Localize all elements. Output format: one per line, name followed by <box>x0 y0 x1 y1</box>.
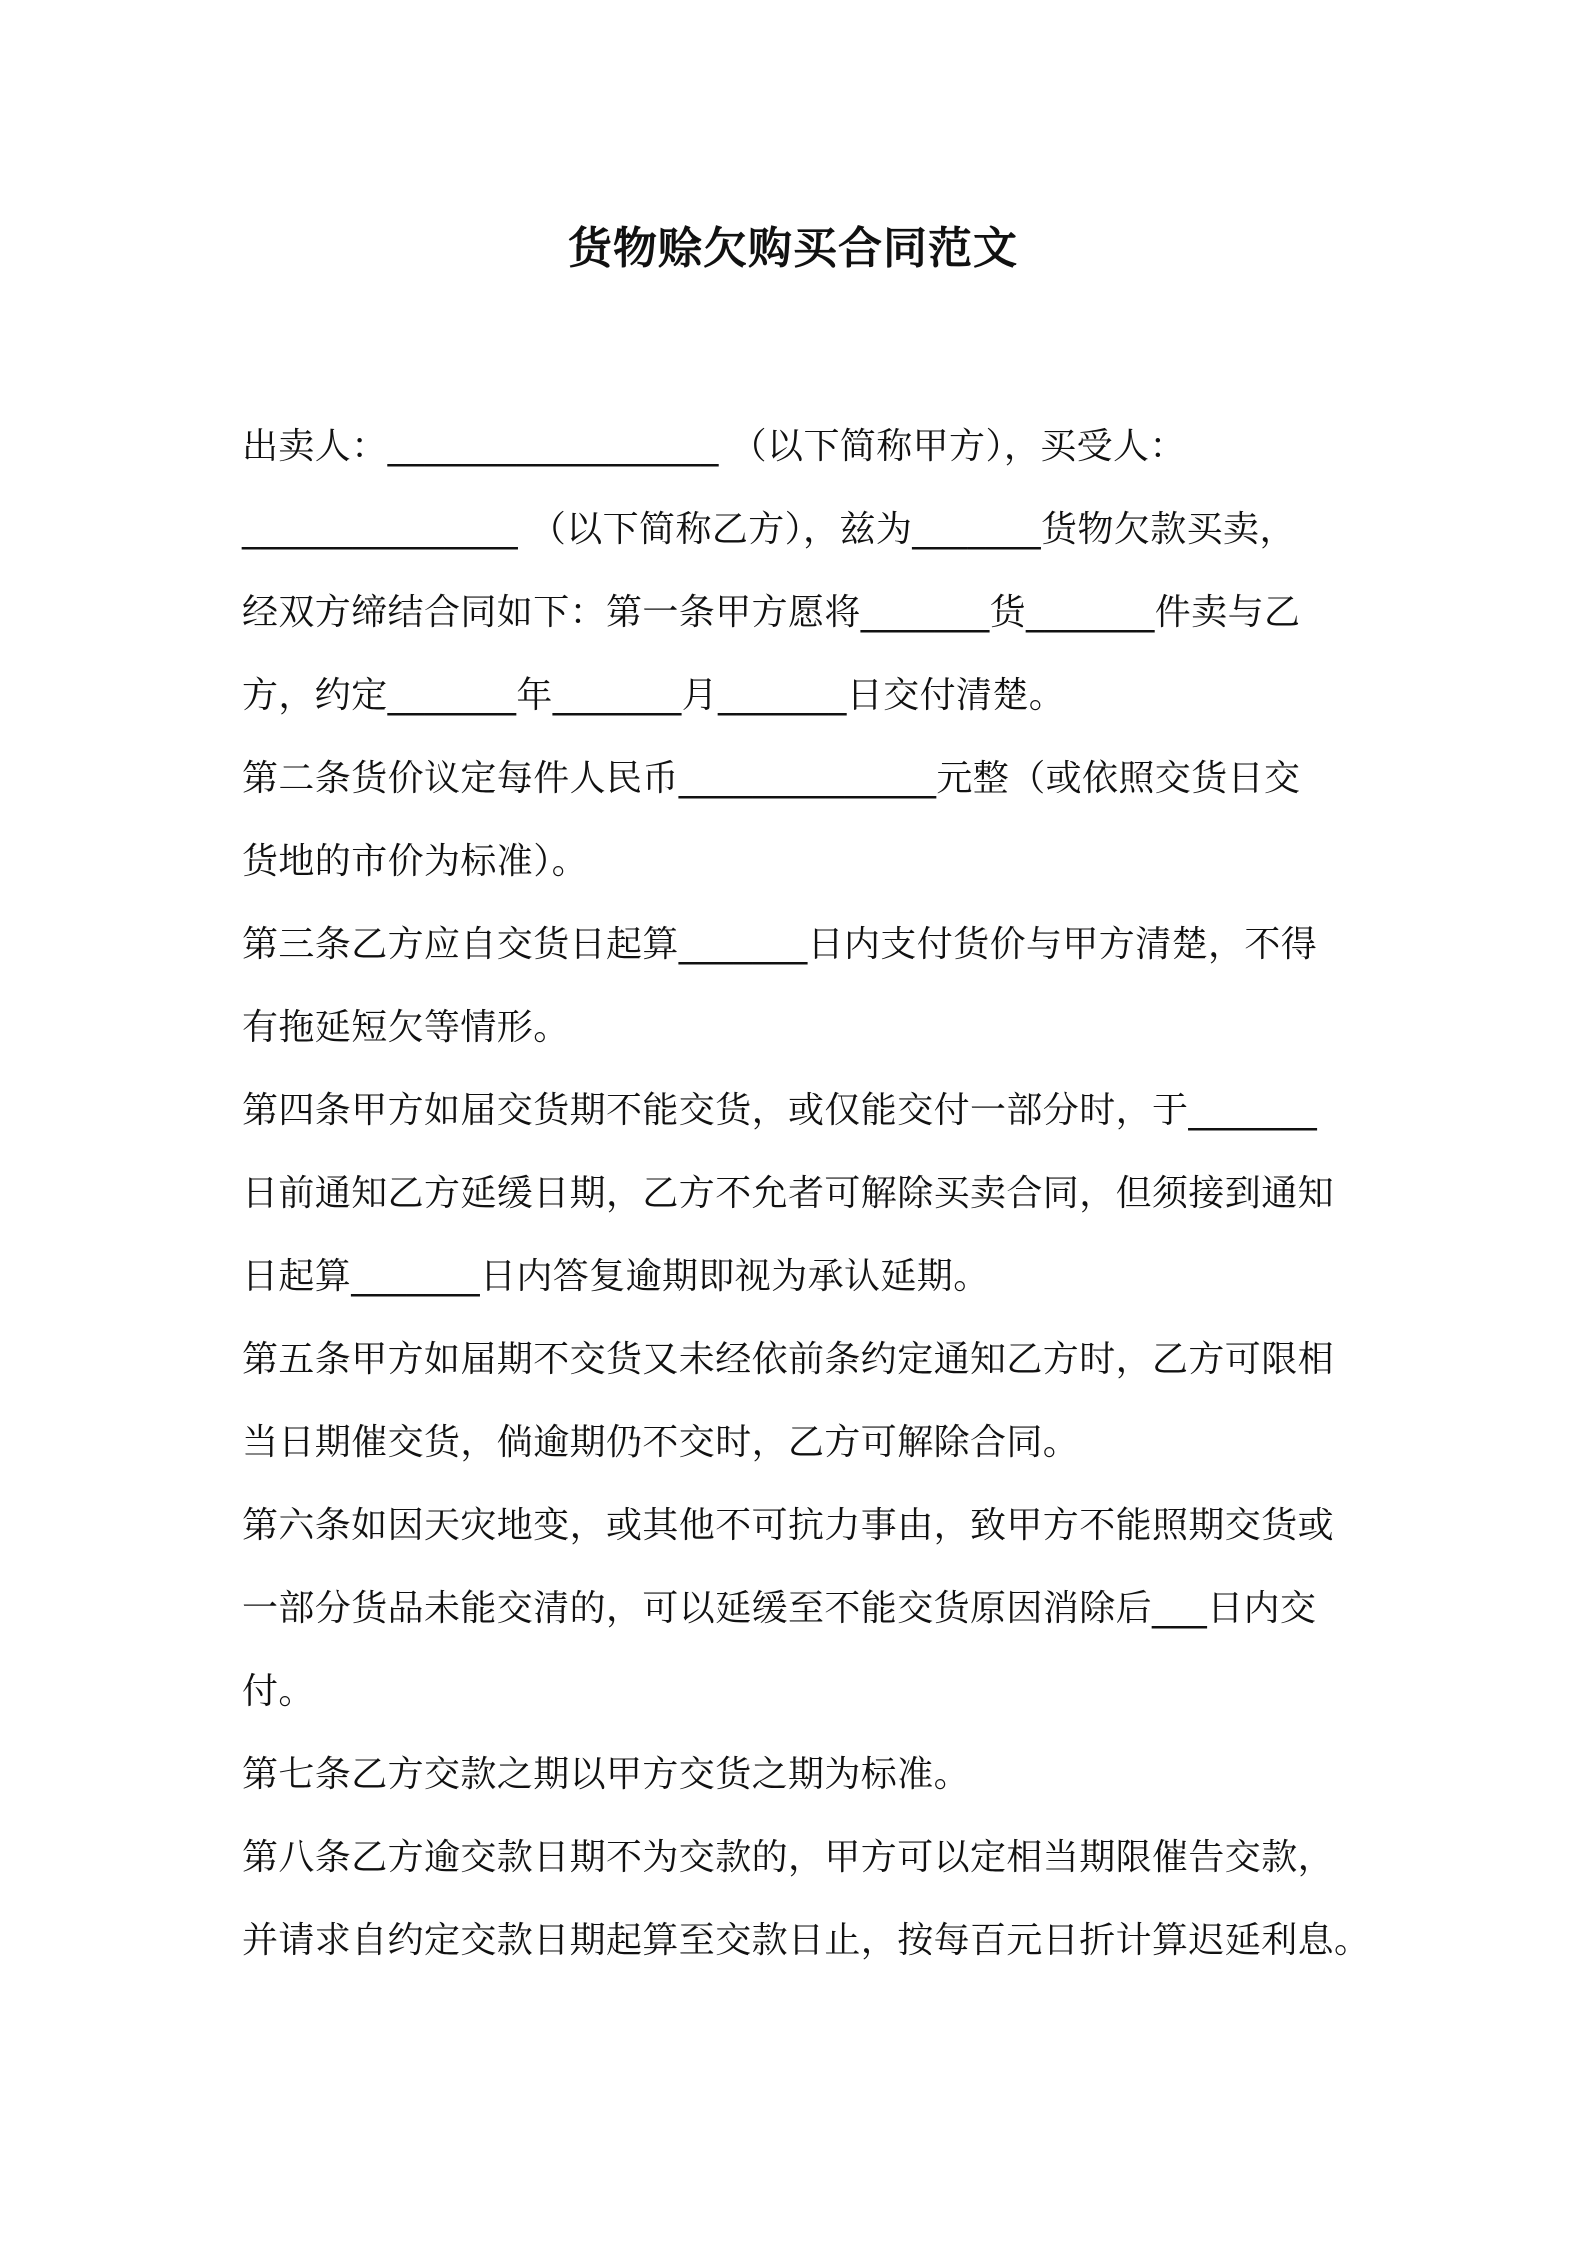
contract-line: 有拖延短欠等情形。 <box>242 1007 570 1048</box>
contract-line: 经双方缔结合同如下：第一条甲方愿将_______货_______件卖与乙 <box>242 592 1301 633</box>
contract-line: 日起算_______日内答复逾期即视为承认延期。 <box>242 1256 990 1297</box>
contract-line: 第四条甲方如届交货期不能交货，或仅能交付一部分时，于_______ <box>242 1090 1318 1131</box>
contract-line: 并请求自约定交款日期起算至交款日止，按每百元日折计算迟延利息。 <box>242 1920 1371 1961</box>
contract-line: 第六条如因天灾地变，或其他不可抗力事由，致甲方不能照期交货或 <box>242 1505 1335 1546</box>
contract-line: 一部分货品未能交清的，可以延缓至不能交货原因消除后___日内交 <box>242 1588 1317 1629</box>
contract-line: 第八条乙方逾交款日期不为交款的，甲方可以定相当期限催告交款， <box>242 1837 1335 1878</box>
contract-line: 付。 <box>242 1671 315 1712</box>
document-title: 货物赊欠购买合同范文 <box>568 223 1018 274</box>
contract-line: 第三条乙方应自交货日起算_______日内支付货价与甲方清楚，不得 <box>242 924 1318 965</box>
contract-line: _______________ （以下简称乙方），兹为_______货物欠款买卖， <box>242 509 1296 550</box>
contract-body <box>242 405 1372 1982</box>
contract-line: 日前通知乙方延缓日期，乙方不允者可解除买卖合同，但须接到通知 <box>242 1173 1335 1214</box>
contract-line: 出卖人：__________________ （以下简称甲方），买受人： <box>242 426 1186 467</box>
contract-line: 货地的市价为标准）。 <box>242 841 589 882</box>
contract-line: 方，约定_______年_______月_______日交付清楚。 <box>242 675 1066 716</box>
contract-line: 第七条乙方交款之期以甲方交货之期为标准。 <box>242 1754 971 1795</box>
contract-line: 第五条甲方如届期不交货又未经依前条约定通知乙方时，乙方可限相 <box>242 1339 1335 1380</box>
contract-line: 第二条货价议定每件人民币______________元整（或依照交货日交 <box>242 758 1301 799</box>
contract-line: 当日期催交货，倘逾期仍不交时，乙方可解除合同。 <box>242 1422 1080 1463</box>
